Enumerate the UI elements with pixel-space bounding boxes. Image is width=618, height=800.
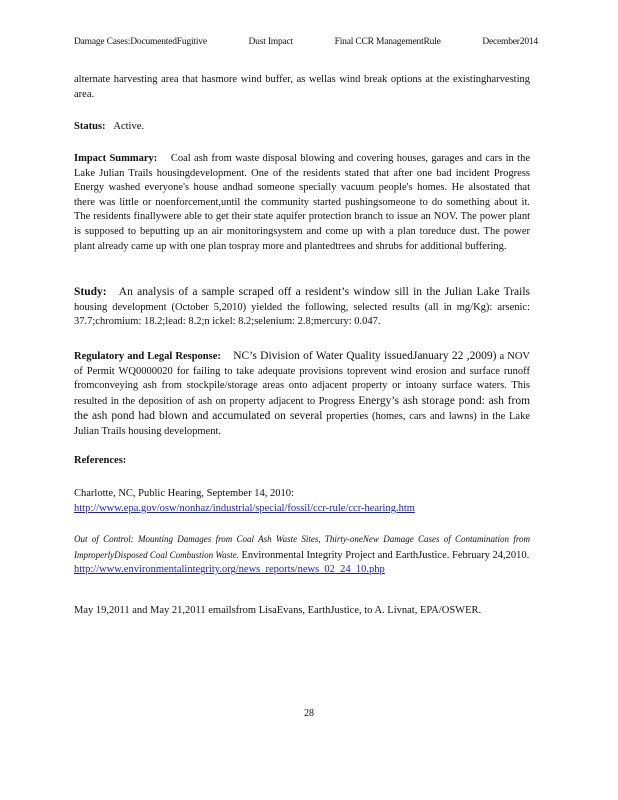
regulatory-label: Regulatory and Legal Response: bbox=[74, 351, 221, 362]
references-label: References: bbox=[74, 455, 127, 466]
header-date: December2014 bbox=[482, 37, 538, 47]
impact-summary-section bbox=[74, 152, 530, 254]
regulatory-lead: NC’s Division of Water Quality issuedJanuary 22 ,2009) bbox=[233, 350, 497, 362]
page-number: 28 bbox=[304, 708, 314, 719]
regulatory-tail: properties (homes, cars and lawns) in the Lake Julian Trails housing development. bbox=[74, 411, 530, 437]
status-value: Active. bbox=[113, 121, 145, 132]
study-section bbox=[74, 285, 530, 330]
header-rule: Final CCR ManagementRule bbox=[334, 37, 441, 47]
study-text: housing development (October 5,2010) yielded the following, selected results (all in mg/Kg): arsenic: 37.7;chromium: 18.2;lead: 8.2;n ickel: 8.2;selenium: 2.8;mercury: 0.047. bbox=[74, 301, 530, 328]
reference-2-text: Environmental Integrity Project and EarthJustice. February 24,2010. bbox=[241, 549, 530, 561]
header-subtitle: Dust Impact bbox=[248, 37, 293, 47]
references-heading bbox=[74, 454, 530, 469]
running-header bbox=[74, 37, 538, 47]
reference-1 bbox=[74, 487, 530, 516]
status-label: Status: bbox=[74, 121, 106, 132]
regulatory-section bbox=[74, 349, 530, 440]
impact-summary-text: Coal ash from waste disposal blowing and covering houses, garages and cars in the Lake Julian Trails housingdevelopment. One of the residents stated that after one bad incident Progress Energy washed everyone's house andhad someone specially vacuum people's homes. He alsostated that there was little or noenforcement,until the community started pushingsomeone to do something about it. The residents finallywere able to get their state aquifer protection branch to issue an NOV. The power plant is supposed to beputting up an air monitoringsystem and come up with a plan toreduce dust. The power plant already came up with one plan tospray more and plantedtrees and shrubs for additional buffering. bbox=[74, 153, 530, 252]
study-lead: An analysis of a sample scraped off a resident’s window sill in the Julian Lake Trails bbox=[118, 286, 530, 298]
reference-1-link[interactable]: http://www.epa.gov/osw/nonhaz/industrial/special/fossil/ccr-rule/ccr-hearing.htm bbox=[74, 502, 415, 514]
intro-paragraph: alternate harvesting area that hasmore wind buffer, as wellas wind break options at the existingharvesting area. bbox=[74, 74, 530, 100]
header-title: Damage Cases:DocumentedFugitive bbox=[74, 37, 207, 47]
reference-1-text: Charlotte, NC, Public Hearing, September 14, 2010: bbox=[74, 488, 294, 499]
reference-2-title: Out of Control: Mounting Damages from Coal Ash Waste Sites, Thirty-oneNew Damage Cases of Contamination from ImproperlyDisposed Coal Combustion Waste. bbox=[74, 534, 530, 560]
regulatory-text: a NOV of Permit WQ0000020 for failing to take adequate provisions toprevent wind erosion and surface runoff fromconveying ash from stockpile/storage areas onto adjacent property or intoany surface waters. This resulted in the deposition of ash on property adjacent to Progress bbox=[74, 351, 531, 407]
impact-summary-label: Impact Summary: bbox=[74, 153, 158, 164]
reference-2 bbox=[74, 532, 530, 578]
regulatory-tail-bold: Energy’s ash storage pond: ash from the ash pond had blown and accumulated on several bbox=[74, 394, 531, 423]
reference-3: May 19,2011 and May 21,2011 emailsfrom LisaEvans, EarthJustice, to A. Livnat, EPA/OSWER. bbox=[74, 605, 482, 616]
status-section bbox=[74, 120, 530, 135]
reference-2-link[interactable]: http://www.environmentalintegrity.org/news_reports/news_02_24_10.php bbox=[74, 564, 385, 576]
study-label: Study: bbox=[74, 286, 107, 298]
